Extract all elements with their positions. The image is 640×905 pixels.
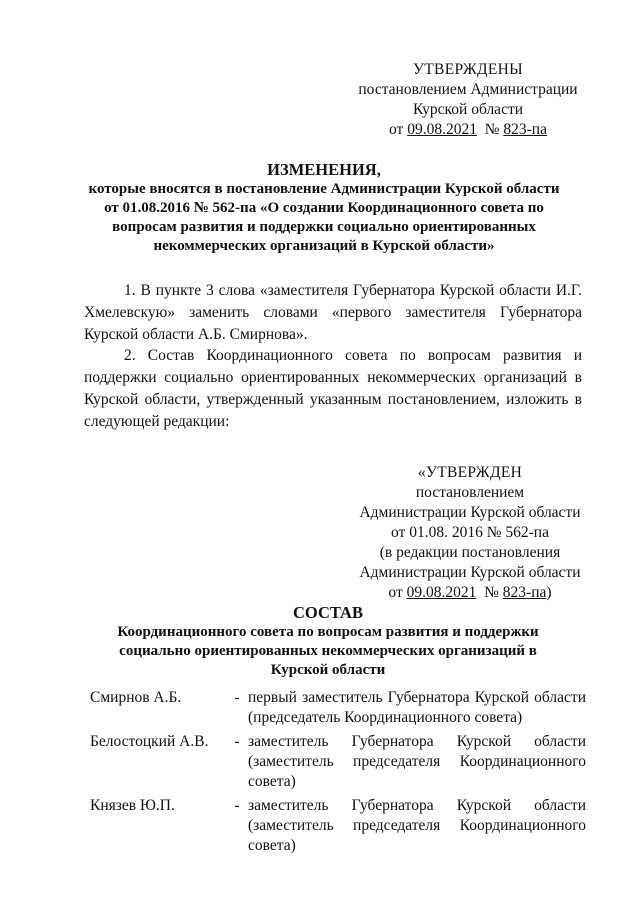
number-prefix: № [484, 121, 500, 138]
members-list [90, 688, 586, 860]
approval-number: 823-па [503, 121, 547, 138]
changes-heading: ИЗМЕНЕНИЯ, [267, 160, 381, 179]
date-prefix: от [388, 584, 403, 601]
approval-date: 09.08.2021 [407, 121, 477, 138]
member-name: Смирнов А.Б. [90, 689, 182, 706]
approval-line: постановлением Администрации [358, 81, 578, 98]
member-role: заместитель Губернатора Курской области (заместитель председателя Координационного совета) [248, 733, 586, 790]
approval-heading: УТВЕРЖДЕНЫ [413, 61, 523, 78]
approval-line: постановлением [415, 484, 525, 501]
member-name: Князев Ю.П. [90, 797, 175, 814]
approval-line: Администрации Курской области [359, 564, 581, 581]
approval-line: (в редакции постановления [379, 544, 561, 561]
member-dash: - [234, 797, 240, 814]
sostav-subtitle: Координационного совета по вопросам развития и поддержки социально ориентированных некоммерческих организаций в Курской области [117, 624, 539, 678]
date-prefix: от [389, 121, 404, 138]
member-name: Белостоцкий А.В. [90, 733, 209, 750]
member-role: первый заместитель Губернатора Курской области (председатель Координационного совета) [248, 689, 586, 726]
list-item [90, 732, 586, 792]
paragraph-2: 2. Состав Координационного совета по вопросам развития и поддержки социально ориентированных некоммерческих организаций в Курской области, утвержденный указанным постановлением, изложить в следующей редакции: [84, 347, 582, 430]
approval-line: Курской области [412, 101, 524, 118]
list-item [90, 688, 586, 728]
approval-line: от 01.08. 2016 № 562-па [391, 524, 549, 541]
member-dash: - [234, 689, 240, 706]
member-role: заместитель Губернатора Курской области (заместитель председателя Координационного совета) [248, 797, 586, 854]
approval-date: 09.08.2021 [406, 584, 477, 601]
approval-date-line [356, 120, 580, 140]
sostav-title-block [90, 603, 566, 680]
sostav-heading: СОСТАВ [293, 603, 363, 622]
number-prefix: № [484, 584, 499, 601]
approval-number: 823-па [502, 584, 547, 601]
member-dash: - [234, 733, 240, 750]
paragraph-1: 1. В пункте 3 слова «заместителя Губернатора Курской области И.Г. Хмелевскую» заменить словами «первого заместителя Губернатора Курской области А.Б. Смирнова». [84, 282, 582, 343]
approval-stamp-top [356, 60, 580, 140]
approval-stamp-quoted [340, 463, 600, 603]
closing-paren: ) [546, 584, 552, 601]
approval-line: Администрации Курской области [359, 504, 581, 521]
approval-date-line [340, 583, 600, 603]
changes-subtitle: которые вносятся в постановление Администрации Курской области от 01.08.2016 № 562-па «О создании Координационного совета по вопросам развития и поддержки социально ориентированных некоммерческих организаций в Курской области» [88, 181, 560, 254]
approval-heading: «УТВЕРЖДЕН [417, 464, 523, 481]
list-item [90, 796, 586, 856]
changes-title-block [84, 160, 564, 256]
